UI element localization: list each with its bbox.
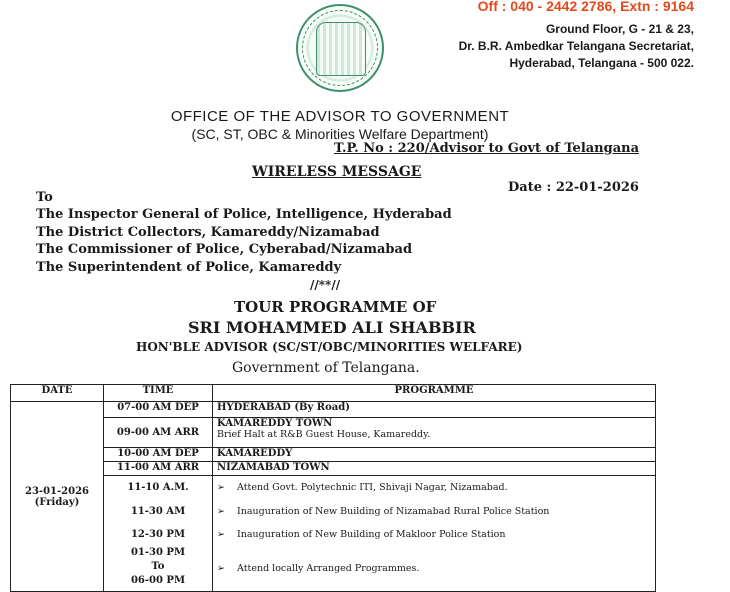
time-cell: 11-10 A.M. [104,476,213,500]
programme-cell: NIZAMABAD TOWN [213,462,656,476]
address-line-2: Dr. B.R. Ambedkar Telangana Secretariat, [458,39,694,53]
programme-cell: HYDERABAD (By Road) [213,402,656,418]
bullet-icon: ➢ [217,529,225,540]
office-subtitle: (SC, ST, OBC & Minorities Welfare Department) [191,126,489,142]
time-until: 06-00 PM [130,574,186,586]
programme-cell [213,524,656,546]
programme-title: KAMAREDDY TOWN [217,418,333,429]
table-row [11,402,656,418]
message-date: Date : 22-01-2026 [508,180,639,195]
table-row [11,546,656,592]
time-cell: 11-30 AM [104,500,213,524]
office-phone: Off : 040 - 2442 2786, Extn : 9164 [477,0,694,14]
header-programme: PROGRAMME [213,385,656,402]
table-row [11,524,656,546]
message-type: WIRELESS MESSAGE [252,164,422,180]
tour-programme-table [10,384,656,592]
government-name: Government of Telangana. [232,360,420,376]
bullet-icon: ➢ [217,482,225,494]
programme-note: Attend locally Arranged Programmes. [237,562,420,574]
advisor-name: SRI MOHAMMED ALI SHABBIR [188,318,476,337]
programme-note: Inauguration of New Building of Makloor Police Station [237,529,506,540]
time-cell: 07-00 AM DEP [104,402,213,418]
table-row [11,448,656,462]
time-from: 01-30 PM [130,546,186,558]
recipient-line: The Inspector General of Police, Intelligence, Hyderabad [36,207,452,222]
to-label: To [36,190,53,205]
programme-note: Attend Govt. Polytechnic ITI, Shivaji Nagar, Nizamabad. [237,482,508,494]
header-date: DATE [11,385,104,402]
table-header-row [11,385,656,402]
time-cell [104,546,213,592]
programme-cell [213,476,656,500]
seal-temple-icon [316,22,366,76]
recipient-line: The District Collectors, Kamareddy/Nizamabad [36,225,380,240]
address-line-1: Ground Floor, G - 21 & 23, [545,22,694,36]
programme-note: Brief Halt at R&B Guest House, Kamareddy. [217,429,431,440]
programme-note: Inauguration of New Building of Nizamabad Rural Police Station [237,506,550,517]
header-time: TIME [104,385,213,402]
table-row [11,500,656,524]
recipient-line: The Superintendent of Police, Kamareddy [36,260,342,275]
date-cell [11,402,104,592]
bullet-icon: ➢ [217,562,225,574]
table-row [11,418,656,448]
time-cell: 12-30 PM [104,524,213,546]
tour-day: (Friday) [34,496,80,508]
programme-cell: KAMAREDDY [213,448,656,462]
programme-cell [213,546,656,592]
address-line-3: Hyderabad, Telangana - 500 022. [509,56,694,70]
time-cell: 09-00 AM ARR [104,418,213,448]
programme-cell [213,418,656,448]
telangana-emblem-seal [296,4,384,92]
table-row [11,476,656,500]
tour-date: 23-01-2026 [25,485,89,497]
tour-heading: TOUR PROGRAMME OF [234,298,437,316]
programme-cell [213,500,656,524]
bullet-icon: ➢ [217,506,225,517]
office-title: OFFICE OF THE ADVISOR TO GOVERNMENT [170,108,510,125]
separator: //**// [310,278,341,292]
time-cell: 10-00 AM DEP [104,448,213,462]
advisor-designation: HON'BLE ADVISOR (SC/ST/OBC/MINORITIES WELFARE) [136,340,523,354]
time-cell: 11-00 AM ARR [104,462,213,476]
time-to-label: To [151,560,165,572]
tp-number: T.P. No : 220/Advisor to Govt of Telangana [334,141,640,156]
recipient-line: The Commissioner of Police, Cyberabad/Nizamabad [36,242,413,257]
table-row [11,462,656,476]
